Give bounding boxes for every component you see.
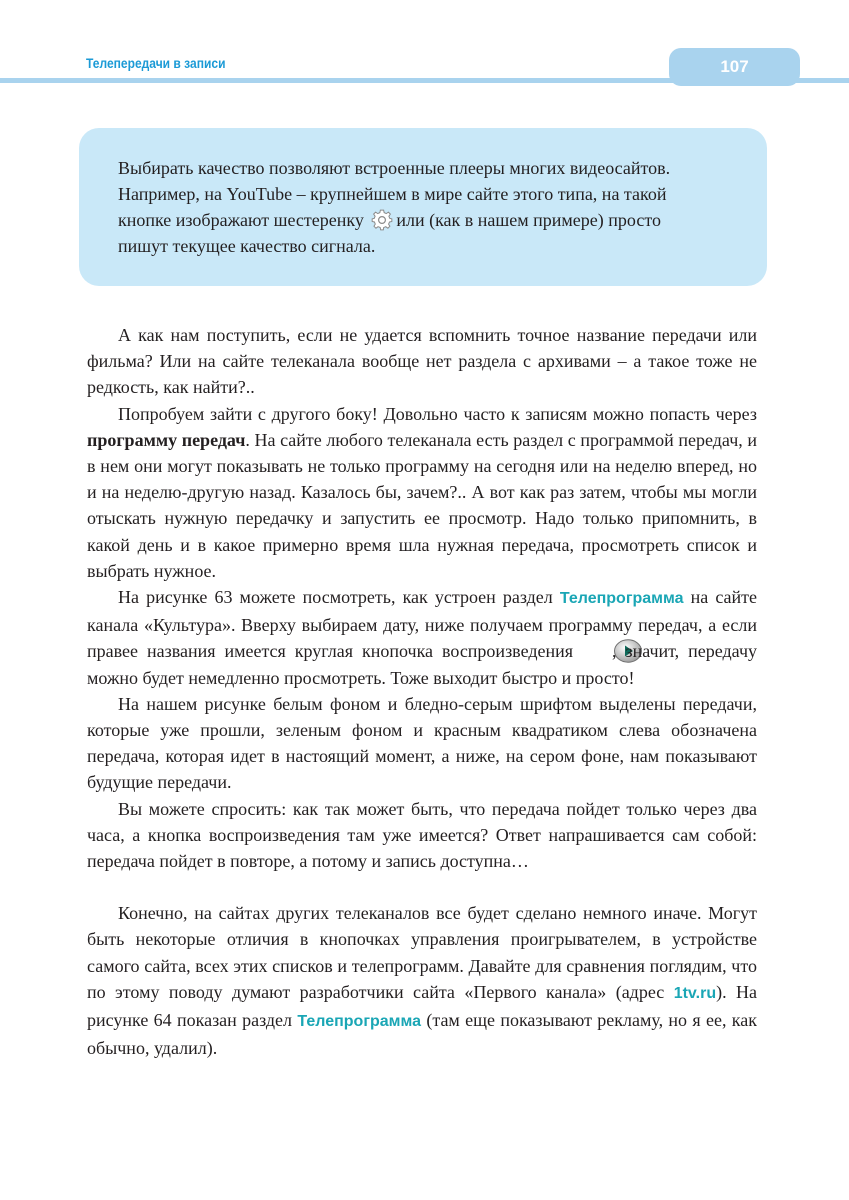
page-number: 107 [720, 57, 749, 76]
callout-line-with-icon [118, 207, 727, 233]
paragraph-text: , значит, передачу можно будет немедленно просмотреть. Тоже выходит быстро и просто! [87, 641, 757, 688]
bold-term: программу передач [87, 429, 246, 450]
paragraph-text: Конечно, на сайтах других телеканалов все будет сделано немного иначе. Могут быть некоторые отличия в кнопочках управления проигрывателем, в устройстве самого сайта, всех этих списков и телепрограмм. Давайте для сравнения поглядим, что по этому поводу думают разработчики сайта «Первого канала» (адрес [87, 903, 757, 1002]
paragraph-text: На рисунке 63 можете посмотреть, как устроен раздел [118, 587, 553, 608]
callout-line: Выбирать качество позволяют встроенные плееры многих видеосайтов. [118, 158, 671, 178]
play-button-icon [582, 639, 612, 663]
paragraph [87, 584, 757, 691]
paragraph: Вы можете спросить: как так может быть, что передача пойдет только через два часа, а кнопка воспроизведения там уже имеется? Ответ напрашивается сам собой: передача пойдет в повторе, а потому и запись доступна… [87, 798, 757, 872]
paragraph-text: (там еще показывают рекламу, но я ее, как обычно, удалил). [87, 1010, 758, 1059]
section-name-highlight: Телепрограмма [559, 590, 684, 608]
gear-icon [368, 208, 396, 232]
paragraph-text: на сайте канала «Культура». Вверху выбираем дату, ниже получаем программу передач, а если правее названия имеется круглая кнопочка воспроизведения [87, 587, 758, 662]
paragraph-text: Попробуем зайти с другого боку! Довольно часто к записям можно попасть через [118, 403, 757, 424]
paragraph [87, 900, 757, 1061]
callout-line: Например, на YouTube – крупнейшем в мире сайте этого типа, на такой [118, 184, 667, 204]
callout-text: или (как в нашем примере) просто [396, 210, 661, 230]
callout-text: кнопке изображают шестеренку [118, 210, 364, 230]
paragraph: На нашем рисунке белым фоном и бледно-серым шрифтом выделены передачи, которые уже прошли, зеленым фоном и красным квадратиком слева обозначена передача, которая идет в настоящий момент, а ниже, на сером фоне, нам показывают будущие передачи. [87, 693, 757, 793]
paragraph-text: ). На рисунке 64 показан раздел [87, 981, 758, 1031]
running-header-title: Телепередачи в записи [86, 55, 226, 71]
section-name-highlight: Телепрограмма [297, 1013, 422, 1031]
paragraph [87, 401, 757, 584]
page-number-tab [669, 48, 800, 86]
body-text [87, 322, 757, 1061]
paragraph-text: . На сайте любого телеканала есть раздел с программой передач, и в нем они могут показывать не только программу на сегодня или на неделю вперед, но и на неделю-другую назад. Казалось бы, зачем?.. А вот как раз затем, чтобы мы могли отыскать нужную передачку и запустить ее просмотр. Надо только припомнить, в какой день и в какое примерно время шла нужная передача, просмотреть список и выбрать нужное. [87, 429, 757, 581]
site-address-highlight: 1tv.ru [673, 984, 717, 1002]
tip-callout-box [79, 128, 767, 286]
callout-line: пишут текущее качество сигнала. [118, 236, 376, 256]
paragraph: А как нам поступить, если не удается вспомнить точное название передачи или фильма? Или на сайте телеканала вообще нет раздела с архивами – а такое тоже не редкость, как найти?.. [87, 325, 757, 398]
